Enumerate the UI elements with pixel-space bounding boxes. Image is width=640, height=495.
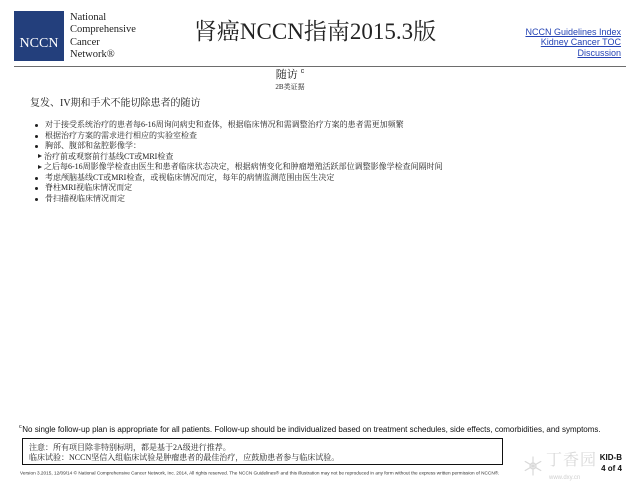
clinical-trials-note: 临床试验：NCCN坚信入组临床试验是肿瘤患者的最佳治疗，应鼓励患者参与临床试验。	[29, 453, 340, 462]
list-item	[0, 141, 640, 152]
page-number: 4 of 4	[601, 463, 622, 473]
footnote-marker: c	[300, 68, 305, 76]
page-title: 肾癌NCCN指南2015.3版	[193, 19, 437, 44]
organization-name-line: Cancer	[70, 36, 100, 48]
header-divider	[14, 66, 626, 67]
footnote-text: No single follow-up plan is appropriate for all patients. Follow-up should be individualized based on treatment schedules, side effects, comorbidities, and symptoms.	[22, 425, 601, 434]
arrow-bullet-icon	[38, 154, 42, 158]
notes-box	[22, 438, 503, 465]
list-item-text: 考虑颅脑基线CT或MRI检查，或视临床情况而定，每年的病情监测范围由医生决定	[45, 172, 335, 182]
navigation-links	[525, 27, 621, 59]
footnote	[19, 425, 601, 435]
section-title-text: 随访	[275, 69, 298, 81]
page-code: KID-B	[599, 453, 622, 462]
follow-up-list	[0, 120, 640, 204]
sub-list-item	[0, 152, 640, 163]
section-title	[230, 68, 350, 82]
organization-name	[70, 12, 136, 61]
sub-list-item	[0, 162, 640, 173]
organization-name-line: National	[70, 12, 107, 23]
list-item-text: 脊柱MRI视临床情况而定	[45, 183, 133, 192]
bullet-icon	[35, 198, 38, 201]
organization-name-line: Network®	[70, 48, 115, 60]
arrow-bullet-icon	[38, 165, 42, 169]
nccn-logo-mark: NCCN	[19, 36, 59, 51]
watermark-name: 丁香园	[546, 452, 598, 469]
list-item	[0, 173, 640, 184]
watermark-logo-icon	[522, 455, 544, 477]
page-identifier	[600, 453, 622, 474]
evidence-category: 2B类证据	[275, 83, 305, 91]
subsection-heading: 复发、IV期和手术不能切除患者的随访	[30, 98, 201, 109]
watermark-url: www.dxy.cn	[549, 475, 581, 481]
bullet-icon	[35, 145, 38, 148]
copyright-notice: Version 3.2015, 12/09/14 © National Comprehensive Cancer Network, Inc. 2014, All rights reserved. The NCCN Guidelines® and this illustration may not be reproduced in any form without the express written permission of NCCN®.	[20, 470, 500, 476]
footnote-marker: c	[19, 424, 22, 431]
list-item-text: 对于接受系统治疗的患者每6-16周询问病史和查体，根据临床情况和需调整治疗方案的患者需更加频繁	[45, 120, 404, 129]
bullet-icon	[35, 124, 38, 127]
list-item-text: 胸部、腹部和盆腔影像学：	[45, 141, 141, 150]
list-item	[0, 131, 640, 142]
list-item	[0, 194, 640, 205]
list-item	[0, 183, 640, 194]
bullet-icon	[35, 177, 38, 180]
guidelines-index-link[interactable]: NCCN Guidelines Index	[525, 26, 621, 37]
discussion-link[interactable]: Discussion	[577, 48, 621, 59]
consensus-note: 注意：所有项目除非特别标明，都是基于2A级进行推荐。	[29, 443, 231, 452]
bullet-icon	[35, 135, 38, 138]
nccn-logo	[14, 11, 64, 61]
kidney-cancer-toc-link[interactable]: Kidney Cancer TOC	[540, 37, 621, 48]
list-item-text: 骨扫描视临床情况而定	[45, 193, 125, 203]
bullet-icon	[35, 187, 38, 190]
list-item	[0, 120, 640, 131]
organization-name-line: Comprehensive	[70, 24, 136, 36]
list-item-text: 根据治疗方案的需求进行相应的实验室检查	[45, 130, 197, 140]
sub-list-item-text: 治疗前或观察前行基线CT或MRI检查	[44, 151, 174, 161]
sub-list-item-text: 之后每6-16周影像学检查由医生和患者临床状态决定，根据病情变化和肿瘤增殖活跃部位调整影像学检查间隔时间	[44, 162, 443, 171]
